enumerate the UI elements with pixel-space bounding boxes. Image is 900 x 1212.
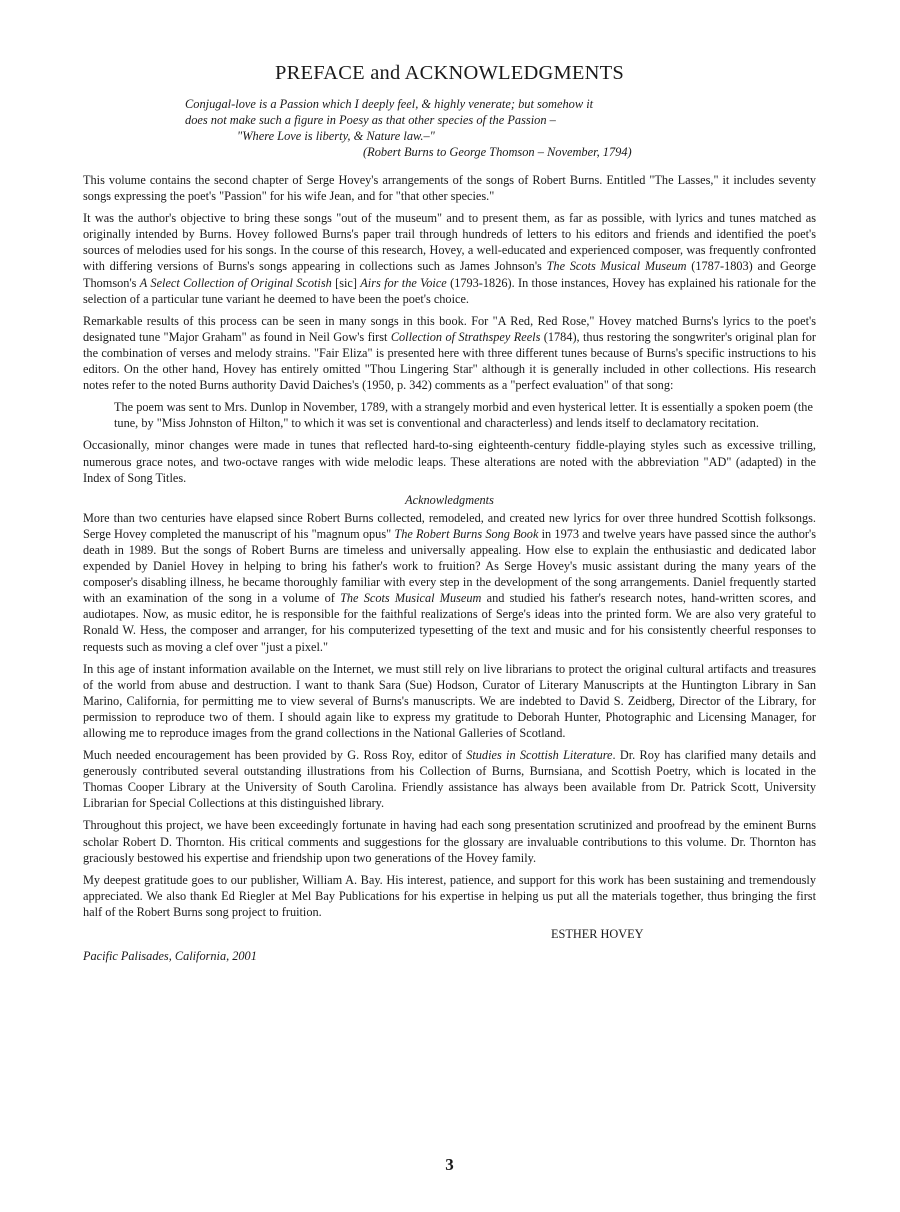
epigraph-attribution: (Robert Burns to George Thomson – November, 1794) <box>363 145 632 159</box>
page-title: PREFACE and ACKNOWLEDGMENTS <box>275 62 624 84</box>
paragraph: In this age of instant information available on the Internet, we must still rely on live librarians to protect the original cultural artifacts and treasures of the world from abuse and destruction. I want to thank Sara (Sue) Hodson, Curator of Literary Manuscripts at the Huntington Library in San Marino, California, for permitting me to view several of Burns's manuscripts. We are indebted to David S. Zeidberg, Director of the Library, for permission to reproduce two of them. I should again like to express my gratitude to Deborah Hunter, Photographic and Licensing Manager, for allowing me to reproduce images from the grand collections in the National Galleries of Scotland. <box>83 661 816 740</box>
paragraph: This volume contains the second chapter of Serge Hovey's arrangements of the songs of Robert Burns. Entitled "The Lasses," it includes seventy songs expressing the poet's "Passion" for his wife Jean, and for "that other species." <box>83 173 816 204</box>
paragraph: More than two centuries have elapsed since Robert Burns collected, remodeled, and created new lyrics for over three hundred Scottish folksongs. Serge Hovey completed the manuscript of his "magnum opus" The Robert Burns Song Book in 1973 and twelve years have passed since the author's death in 1989. But the songs of Robert Burns are timeless and universally appealing. How else to explain the enthusiastic and dedicated labor expended by Daniel Hovey in helping to bring his father's work to fruition? As Serge Hovey's music assistant during the many years of the composer's disabling illness, he became thoroughly familiar with every step in the development of the song arrangements. Daniel frequently started with an examination of the song in a volume of The Scots Musical Museum and studied his father's research notes, hand-written scores, and audiotapes. Now, as music editor, he is responsible for the faithful realizations of Serge's ideas into the printed form. We are also very grateful to Ronald W. Hess, the composer and arranger, for his computerized typesetting of the text and music and for his consistently cheerful responses to requests such as moving a clef over "just a pixel." <box>83 510 817 654</box>
signature: ESTHER HOVEY <box>551 927 644 942</box>
paragraph: My deepest gratitude goes to our publisher, William A. Bay. His interest, patience, and support for this work has been sustaining and tremendously appreciated. We also thank Ed Riegler at Mel Bay Publications for his expertise in helping us put all the materials together, thus bringing the first half of the Robert Burns song project to fruition. <box>83 872 816 919</box>
page-number: 3 <box>445 1155 454 1174</box>
preface-body <box>83 172 816 970</box>
epigraph <box>185 96 715 160</box>
epigraph-line: does not make such a figure in Poesy as that other species of the Passion – <box>185 113 556 127</box>
place-date: Pacific Palisades, California, 2001 <box>83 949 257 964</box>
block-quote: The poem was sent to Mrs. Dunlop in November, 1789, with a strangely morbid and even hysterical letter. It is essentially a spoken poem (the tune, by "Miss Johnston of Hilton," to which it was set is conventional and characterless) and lends itself to declamatory recitation. <box>114 400 813 431</box>
paragraph: Much needed encouragement has been provided by G. Ross Roy, editor of Studies in Scottish Literature. Dr. Roy has clarified many details and generously contributed several outstanding illustrations from his Collection of Burns, Burnsiana, and Scottish Poetry, which is located in the Thomas Cooper Library at the University of South Carolina. Friendly assistance has always been available from Dr. Patrick Scott, University Librarian for Special Collections at this distinguished library. <box>83 748 816 811</box>
paragraph: It was the author's objective to bring these songs "out of the museum" and to present them, as far as possible, with lyrics and tunes matched as originally intended by Burns. Hovey followed Burns's paper trail through hundreds of letters to his editors and friends and identified the poet's sources of melodies used for his songs. In the course of this research, Hovey, a well-educated and experienced composer, was frequently confronted with differing versions of Burns's songs appearing in collections such as James Johnson's The Scots Musical Museum (1787-1803) and George Thomson's A Select Collection of Original Scotish [sic] Airs for the Voice (1793-1826). In those instances, Hovey has explained his rationale for the selection of a particular tune variant he deemed to have been the poet's choice. <box>83 211 817 306</box>
epigraph-verse: "Where Love is liberty, & Nature law.–" <box>237 129 435 143</box>
paragraph: Throughout this project, we have been exceedingly fortunate in having had each song presentation scrutinized and proofread by the eminent Burns scholar Robert D. Thornton. His critical comments and suggestions for the glossary are invaluable contributions to this volume. Dr. Thornton has graciously bestowed his expertise and friendship upon two generations of the Hovey family. <box>83 818 816 865</box>
paragraph: Occasionally, minor changes were made in tunes that reflected hard-to-sing eighteenth-century fiddle-playing styles such as excessive trilling, numerous grace notes, and two-octave ranges with wide melodic leaps. These alterations are noted with the abbreviation "AD" (adapted) in the Index of Song Titles. <box>83 438 816 485</box>
acknowledgments-heading: Acknowledgments <box>405 492 494 507</box>
paragraph: Remarkable results of this process can be seen in many songs in this book. For "A Red, Red Rose," Hovey matched Burns's lyrics to the poet's designated tune "Major Graham" as found in Neil Gow's first Collection of Strathspey Reels (1784), thus restoring the songwriter's original plan for the combination of verses and melody strains. "Fair Eliza" is presented here with three different tunes because of Burns's specific instructions to his editors. On the other hand, Hovey has entirely omitted "Thou Lingering Star" although it is generally included in other collections. His research notes refer to the noted Burns authority David Daiches's (1950, p. 342) comments as a "perfect evaluation" of that song: <box>83 313 816 393</box>
epigraph-line: Conjugal-love is a Passion which I deeply feel, & highly venerate; but somehow it <box>185 97 594 111</box>
